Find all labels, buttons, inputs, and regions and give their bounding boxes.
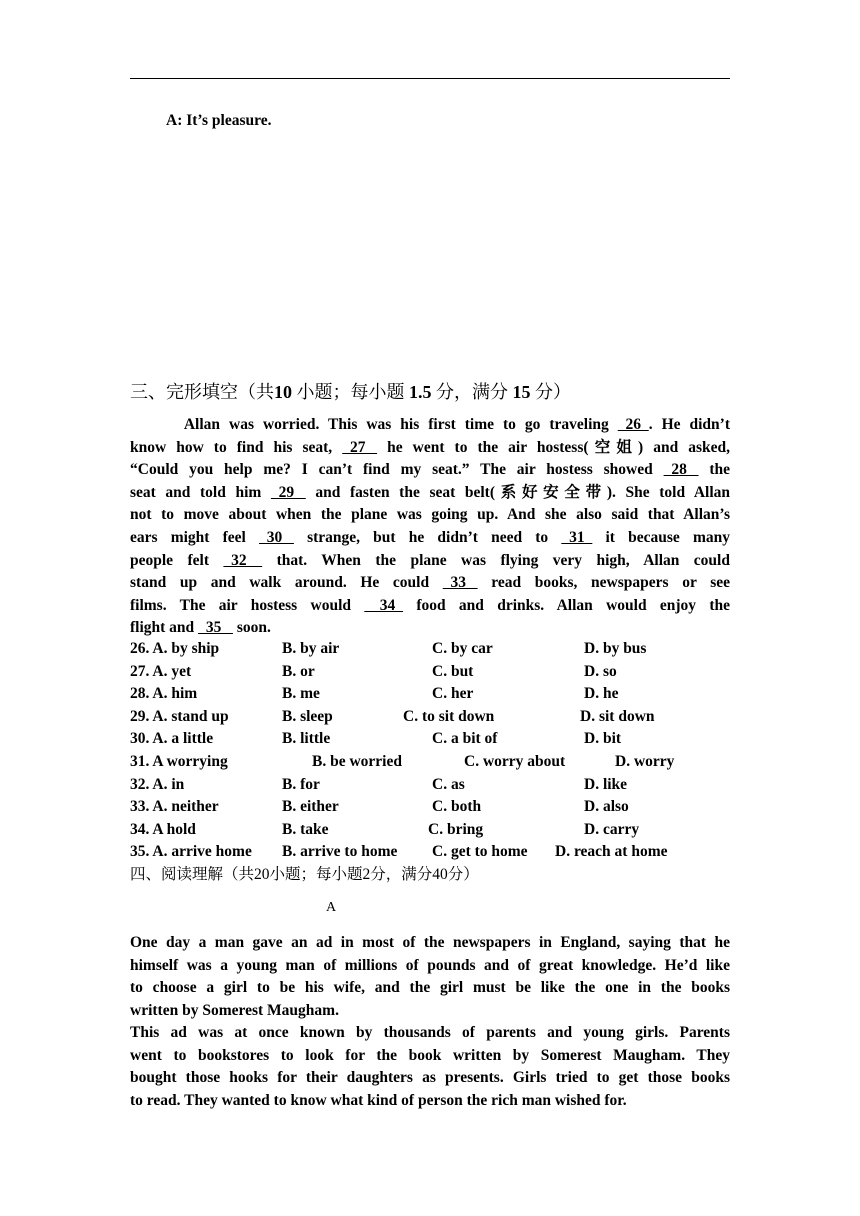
question-27-option-d: D. so [584, 662, 617, 680]
paragraph-line: went to bookstores to look for the book written by Somerest Maugham. They [130, 1046, 730, 1064]
paragraph-line: One day a man gave an ad in most of the newspapers in England, saying that he [130, 934, 730, 951]
passage-line [130, 482, 730, 504]
passage-line [130, 459, 730, 481]
paragraph-line: to read. They wanted to know what kind of person the rich man wished for. [130, 1091, 627, 1109]
part-label: A [326, 900, 337, 915]
blank-28: 28 [663, 461, 699, 479]
passage-text: ears might feel [130, 529, 260, 546]
question-32-option-c: C. as [432, 775, 465, 793]
question-30-option-b: B. little [282, 730, 331, 748]
passage-text: Allan was worried. This was his first time to go traveling [130, 416, 618, 433]
passage-line [130, 527, 730, 549]
question-35-option-a: 35. A. arrive home [130, 843, 252, 861]
blank-35: 35 [198, 619, 233, 637]
passage-line [130, 414, 730, 436]
passage-line [130, 550, 730, 572]
passage-text: he went to the air hostess(空姐) and asked, [377, 438, 730, 456]
question-29-option-a: 29. A. stand up [130, 707, 229, 725]
section3-heading: 三、完形填空（共10 小题；每小题 1.5 分，满分 15 分） [130, 382, 571, 402]
passage-text: stand up and walk around. He could [130, 574, 443, 592]
passage-line [130, 617, 730, 639]
question-29-option-d: D. sit down [580, 707, 655, 725]
question-27-option-c: C. but [432, 662, 474, 680]
question-33-option-b: B. either [282, 798, 339, 816]
question-30-option-a: 30. A. a little [130, 730, 214, 748]
question-31-option-d: D. worry [615, 753, 675, 770]
passage-line [130, 504, 730, 526]
blank-27: 27 [342, 438, 378, 456]
question-35-option-d: D. reach at home [555, 843, 668, 861]
passage-line [130, 572, 730, 594]
passage-text: soon. [232, 619, 271, 637]
question-26-option-a: 26. A. by ship [130, 640, 220, 657]
question-35-option-c: C. get to home [432, 843, 528, 861]
passage-text: . He didn’t [648, 416, 730, 433]
question-28-option-c: C. her [432, 685, 474, 703]
passage-text: food and drinks. Allan would enjoy the [403, 596, 730, 614]
question-30-option-d: D. bit [584, 730, 622, 748]
question-31-option-c: C. worry about [464, 753, 566, 770]
blank-32: 32 [223, 551, 263, 569]
passage-text: people felt [130, 551, 224, 569]
blank-34: 34 [364, 596, 404, 614]
question-29-option-b: B. sleep [282, 707, 333, 725]
question-33-option-a: 33. A. neither [130, 798, 219, 816]
passage-text: not to move about when the plane was going up. And she also said that Allan’s [130, 506, 730, 524]
passage-line [130, 595, 730, 617]
passage-text: “Could you help me? I can’t find my seat.” The air hostess showed [130, 461, 664, 479]
question-26-option-c: C. by car [432, 640, 493, 657]
question-32-option-d: D. like [584, 775, 628, 793]
passage-text: that. When the plane was flying very high, Allan could [262, 551, 730, 569]
passage-text: and fasten the seat belt(系好安全带). She told Allan [305, 483, 730, 501]
question-30-option-c: C. a bit of [432, 730, 498, 748]
question-31-option-b: B. be worried [312, 753, 402, 770]
blank-31: 31 [561, 529, 593, 546]
passage-text: read books, newspapers or see [477, 574, 730, 592]
passage-text: strange, but he didn’t need to [293, 529, 562, 546]
paragraph-line: bought those hooks for their daughters as presents. Girls tried to get those books [130, 1069, 730, 1087]
question-32-option-b: B. for [282, 775, 320, 793]
blank-29: 29 [270, 483, 306, 501]
header-rule [130, 78, 730, 79]
question-27-option-a: 27. A. yet [130, 662, 192, 680]
blank-30: 30 [259, 529, 294, 546]
paragraph-line: written by Somerest Maugham. [130, 1001, 339, 1019]
question-34-option-b: B. take [282, 820, 329, 838]
question-28-option-b: B. me [282, 685, 320, 703]
question-32-option-a: 32. A. in [130, 775, 185, 793]
passage-text: the [698, 461, 730, 479]
paragraph-line: to choose a girl to be his wife, and the girl must be like the one in the books [130, 979, 730, 997]
passage-text: seat and told him [130, 483, 271, 501]
section4-heading: 四、阅读理解（共20小题；每小题2分，满分40分） [130, 866, 479, 883]
question-34-option-c: C. bring [428, 820, 484, 838]
question-31-option-a: 31. A worrying [130, 753, 228, 770]
question-29-option-c: C. to sit down [403, 707, 495, 725]
question-26-option-d: D. by bus [584, 640, 647, 657]
question-34-option-d: D. carry [584, 820, 640, 838]
question-26-option-b: B. by air [282, 640, 340, 657]
blank-26: 26 [617, 416, 649, 433]
question-33-option-d: D. also [584, 798, 629, 816]
question-33-option-c: C. both [432, 798, 482, 816]
question-27-option-b: B. or [282, 662, 315, 680]
passage-text: know how to find his seat, [130, 438, 343, 456]
question-28-option-d: D. he [584, 685, 619, 703]
paragraph-line: himself was a young man of millions of pounds and of great knowledge. He’d like [130, 956, 730, 974]
passage-text: flight and [130, 619, 199, 637]
passage-text: it because many [592, 529, 730, 546]
question-28-option-a: 28. A. him [130, 685, 198, 703]
paragraph-line: This ad was at once known by thousands of parents and young girls. Parents [130, 1024, 730, 1041]
passage-text: films. The air hostess would [130, 596, 365, 614]
dialog-line: A: It’s pleasure. [166, 112, 272, 129]
passage-line [130, 437, 730, 459]
question-34-option-a: 34. A hold [130, 820, 196, 838]
blank-33: 33 [442, 574, 478, 592]
question-35-option-b: B. arrive to home [282, 843, 398, 861]
